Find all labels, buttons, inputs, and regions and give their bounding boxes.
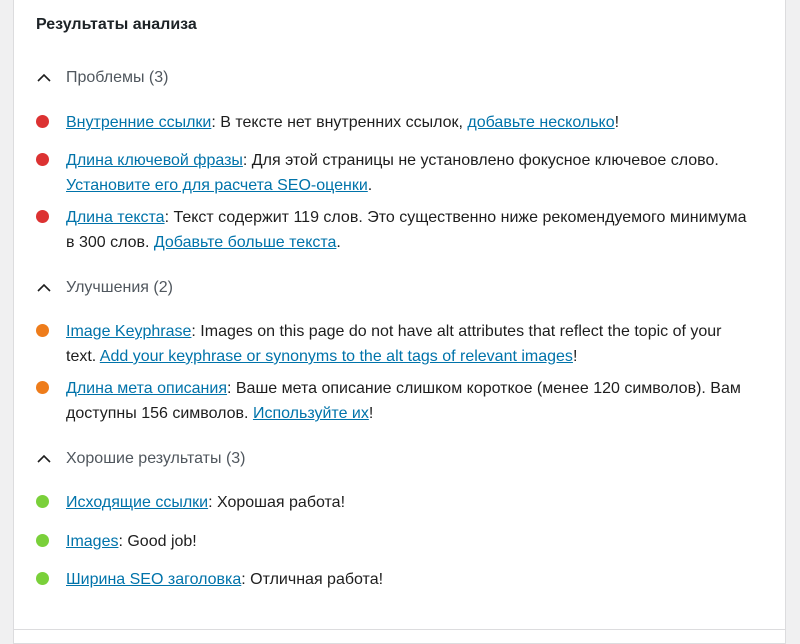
good-bullet-icon bbox=[36, 495, 49, 508]
result-tail: ! bbox=[368, 405, 374, 422]
list-item bbox=[36, 376, 756, 426]
section-label: Хорошие результаты (3) bbox=[66, 450, 246, 467]
section-label: Улучшения (2) bbox=[66, 279, 173, 296]
next-panel-edge bbox=[13, 629, 786, 644]
list-item bbox=[36, 319, 756, 369]
chevron-up-icon bbox=[36, 451, 52, 467]
result-action-link[interactable]: Используйте их bbox=[252, 405, 369, 422]
good-bullet-icon bbox=[36, 572, 49, 585]
problem-bullet-icon bbox=[36, 210, 49, 223]
chevron-up-icon bbox=[36, 280, 52, 296]
problem-bullet-icon bbox=[36, 115, 49, 128]
result-tail: . bbox=[336, 234, 341, 251]
result-description: : Отличная работа! bbox=[241, 571, 384, 588]
result-action-link[interactable]: Add your keyphrase or synonyms to the alt tags of relevant images bbox=[99, 348, 573, 365]
list-item bbox=[36, 567, 756, 592]
improvement-bullet-icon bbox=[36, 324, 49, 337]
result-description: : Images on this page do not have alt attributes that reflect the topic of your text. bbox=[66, 323, 722, 365]
result-link[interactable]: Длина ключевой фразы bbox=[66, 152, 243, 169]
list-item bbox=[36, 110, 756, 135]
result-action-link[interactable]: добавьте несколько bbox=[467, 114, 615, 131]
result-text bbox=[66, 529, 197, 554]
result-tail: ! bbox=[614, 114, 620, 131]
analysis-panel bbox=[13, 0, 786, 629]
result-link[interactable]: Внутренние ссылки bbox=[66, 114, 212, 131]
section-toggle-improvements[interactable] bbox=[36, 276, 173, 300]
result-link[interactable]: Длина мета описания bbox=[66, 380, 227, 397]
result-description: : В тексте нет внутренних ссылок, bbox=[211, 114, 468, 131]
section-label: Проблемы (3) bbox=[66, 69, 169, 86]
result-link[interactable]: Image Keyphrase bbox=[66, 323, 192, 340]
good-bullet-icon bbox=[36, 534, 49, 547]
list-item bbox=[36, 490, 756, 515]
list-item bbox=[36, 205, 756, 255]
result-text bbox=[66, 205, 756, 255]
result-text bbox=[66, 376, 756, 426]
result-action-link[interactable]: Установите его для расчета SEO-оценки bbox=[66, 177, 368, 194]
result-text bbox=[66, 490, 345, 515]
chevron-up-icon bbox=[36, 70, 52, 86]
result-description: : Для этой страницы не установлено фокусное ключевое слово. bbox=[242, 152, 719, 169]
list-item bbox=[36, 529, 756, 554]
result-link[interactable]: Исходящие ссылки bbox=[66, 494, 209, 511]
result-action-link[interactable]: Добавьте больше текста bbox=[153, 234, 337, 251]
result-tail: ! bbox=[572, 348, 578, 365]
result-link[interactable]: Images bbox=[66, 533, 119, 550]
result-text bbox=[66, 110, 619, 135]
problem-bullet-icon bbox=[36, 153, 49, 166]
result-description: : Good job! bbox=[118, 533, 197, 550]
result-description: : Текст содержит 119 слов. Это существенно ниже рекомендуемого минимума в 300 слов. bbox=[66, 209, 747, 251]
result-description: : Ваше мета описание слишком короткое (менее 120 символов). Вам доступны 156 символов. bbox=[66, 380, 741, 422]
result-tail: . bbox=[367, 177, 373, 194]
result-link[interactable]: Длина текста bbox=[66, 209, 165, 226]
section-toggle-problems[interactable] bbox=[36, 66, 168, 90]
list-item bbox=[36, 148, 756, 198]
improvement-bullet-icon bbox=[36, 381, 49, 394]
result-link[interactable]: Ширина SEO заголовка bbox=[66, 571, 242, 588]
result-text bbox=[66, 148, 756, 198]
result-description: : Хорошая работа! bbox=[208, 494, 346, 511]
panel-title: Результаты анализа bbox=[36, 16, 197, 33]
result-text bbox=[66, 319, 756, 369]
section-toggle-good[interactable] bbox=[36, 447, 246, 471]
result-text bbox=[66, 567, 383, 592]
